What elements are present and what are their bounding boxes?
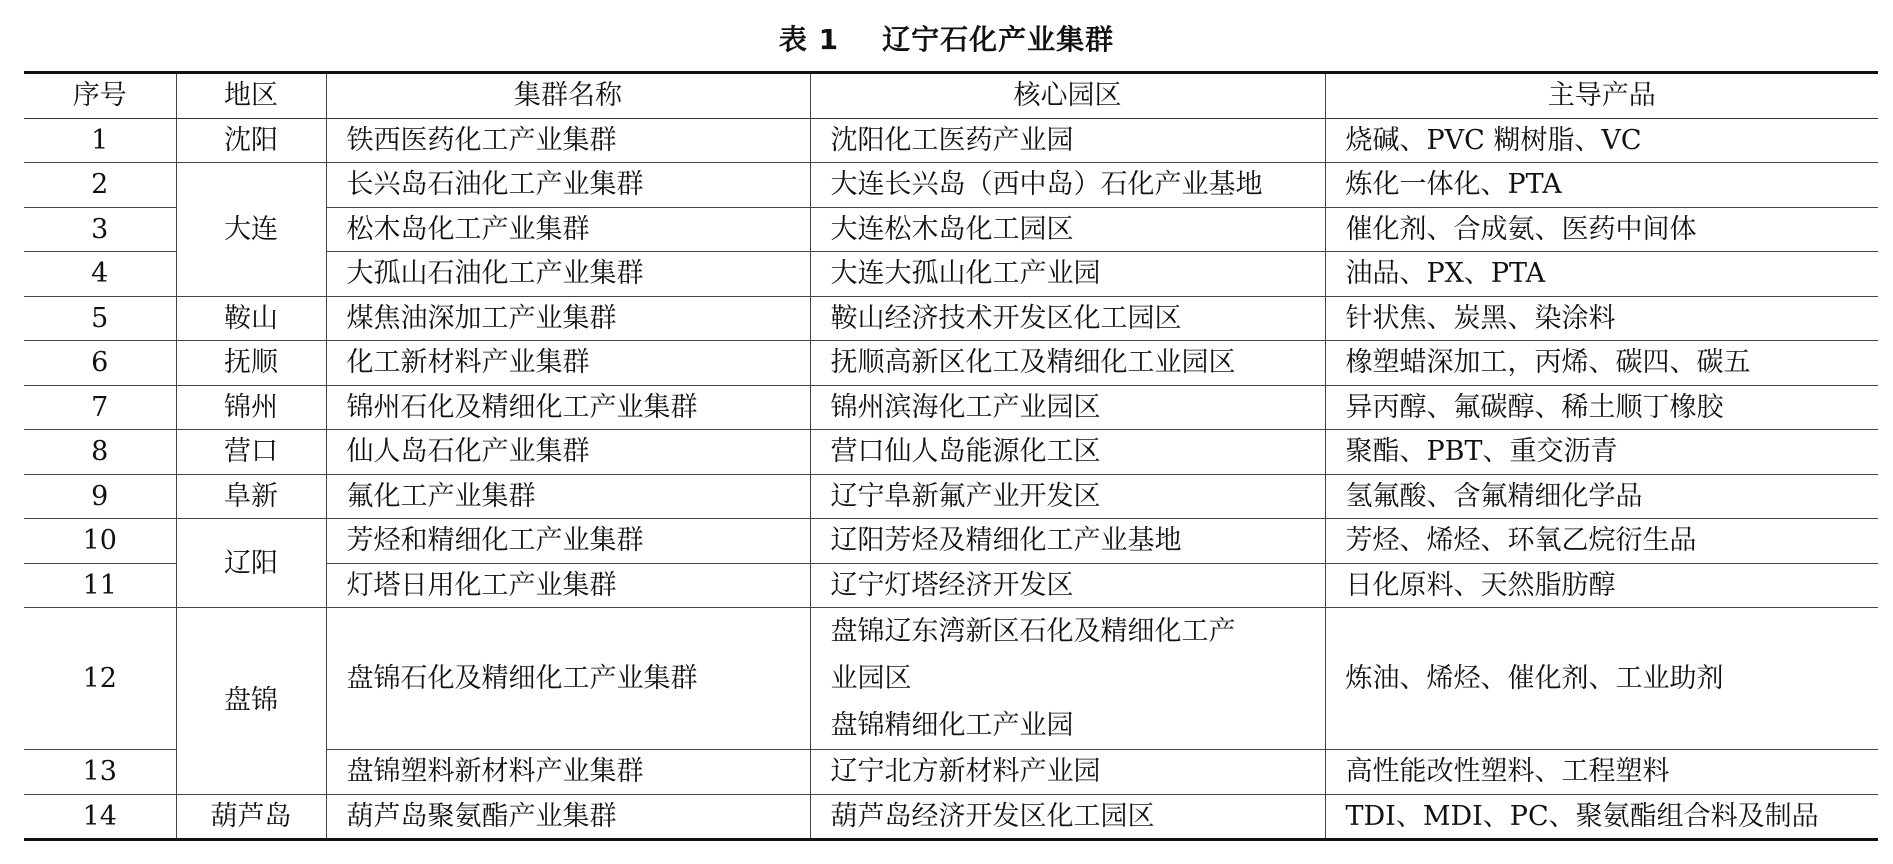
core-park: 大连大孤山化工产业园	[810, 252, 1325, 297]
core-park: 辽宁阜新氟产业开发区	[810, 474, 1325, 519]
row-number: 1	[24, 118, 176, 163]
core-park: 鞍山经济技术开发区化工园区	[810, 296, 1325, 341]
row-number: 7	[24, 385, 176, 430]
region-cell: 锦州	[176, 385, 326, 430]
header-park: 核心园区	[810, 73, 1325, 119]
cluster-name: 灯塔日用化工产业集群	[326, 563, 810, 608]
cluster-name: 煤焦油深加工产业集群	[326, 296, 810, 341]
cluster-name: 松木岛化工产业集群	[326, 207, 810, 252]
cluster-name: 大孤山石油化工产业集群	[326, 252, 810, 297]
leading-products: 油品、PX、PTA	[1325, 252, 1878, 297]
row-number: 9	[24, 474, 176, 519]
cluster-name: 葫芦岛聚氨酯产业集群	[326, 794, 810, 840]
core-park: 辽宁灯塔经济开发区	[810, 563, 1325, 608]
table-row	[24, 163, 1878, 208]
table-row	[24, 608, 1878, 750]
region-cell: 鞍山	[176, 296, 326, 341]
region-cell: 盘锦	[176, 608, 326, 795]
leading-products: 异丙醇、氟碳醇、稀土顺丁橡胶	[1325, 385, 1878, 430]
cluster-name: 芳烃和精细化工产业集群	[326, 519, 810, 564]
table-row	[24, 385, 1878, 430]
core-park-line: 盘锦辽东湾新区石化及精细化工产	[830, 616, 1236, 647]
leading-products: 橡塑蜡深加工，丙烯、碳四、碳五	[1325, 341, 1878, 386]
core-park	[810, 608, 1325, 750]
row-number: 3	[24, 207, 176, 252]
table-caption: 表 1 辽宁石化产业集群	[778, 23, 1115, 56]
cluster-name: 长兴岛石油化工产业集群	[326, 163, 810, 208]
row-number: 2	[24, 163, 176, 208]
region-cell: 沈阳	[176, 118, 326, 163]
row-number: 14	[24, 794, 176, 840]
table-row	[24, 296, 1878, 341]
header-row	[24, 73, 1878, 119]
row-number: 4	[24, 252, 176, 297]
cluster-name: 盘锦石化及精细化工产业集群	[326, 608, 810, 750]
cluster-name: 化工新材料产业集群	[326, 341, 810, 386]
table-row	[24, 118, 1878, 163]
leading-products: 氢氟酸、含氟精细化学品	[1325, 474, 1878, 519]
row-number: 12	[24, 608, 176, 750]
core-park: 辽阳芳烃及精细化工产业基地	[810, 519, 1325, 564]
header-product: 主导产品	[1325, 73, 1878, 119]
row-number: 10	[24, 519, 176, 564]
core-park: 葫芦岛经济开发区化工园区	[810, 794, 1325, 840]
table-row	[24, 341, 1878, 386]
core-park-line: 业园区	[830, 663, 912, 694]
core-park: 抚顺高新区化工及精细化工业园区	[810, 341, 1325, 386]
region-cell: 阜新	[176, 474, 326, 519]
leading-products: 烧碱、PVC 糊树脂、VC	[1325, 118, 1878, 163]
core-park: 辽宁北方新材料产业园	[810, 750, 1325, 795]
table-row	[24, 430, 1878, 475]
cluster-name: 锦州石化及精细化工产业集群	[326, 385, 810, 430]
row-number: 6	[24, 341, 176, 386]
region-cell: 葫芦岛	[176, 794, 326, 840]
leading-products: 炼化一体化、PTA	[1325, 163, 1878, 208]
cluster-name: 仙人岛石化产业集群	[326, 430, 810, 475]
leading-products: TDI、MDI、PC、聚氨酯组合料及制品	[1325, 794, 1878, 840]
header-cluster: 集群名称	[326, 73, 810, 119]
leading-products: 日化原料、天然脂肪醇	[1325, 563, 1878, 608]
leading-products: 聚酯、PBT、重交沥青	[1325, 430, 1878, 475]
core-park: 营口仙人岛能源化工区	[810, 430, 1325, 475]
header-no: 序号	[24, 73, 176, 119]
core-park-line: 盘锦精细化工产业园	[830, 710, 1074, 741]
row-number: 11	[24, 563, 176, 608]
table-row	[24, 794, 1878, 840]
petrochemical-cluster-table	[24, 71, 1878, 841]
leading-products: 高性能改性塑料、工程塑料	[1325, 750, 1878, 795]
leading-products: 催化剂、合成氨、医药中间体	[1325, 207, 1878, 252]
cluster-name: 铁西医药化工产业集群	[326, 118, 810, 163]
row-number: 5	[24, 296, 176, 341]
core-park: 大连松木岛化工园区	[810, 207, 1325, 252]
table-row	[24, 474, 1878, 519]
region-cell: 抚顺	[176, 341, 326, 386]
core-park: 沈阳化工医药产业园	[810, 118, 1325, 163]
cluster-name: 氟化工产业集群	[326, 474, 810, 519]
region-cell: 营口	[176, 430, 326, 475]
leading-products: 炼油、烯烃、催化剂、工业助剂	[1325, 608, 1878, 750]
region-cell: 辽阳	[176, 519, 326, 608]
leading-products: 芳烃、烯烃、环氧乙烷衍生品	[1325, 519, 1878, 564]
region-cell: 大连	[176, 163, 326, 297]
header-region: 地区	[176, 73, 326, 119]
cluster-name: 盘锦塑料新材料产业集群	[326, 750, 810, 795]
table-row	[24, 519, 1878, 564]
core-park: 大连长兴岛（西中岛）石化产业基地	[810, 163, 1325, 208]
row-number: 13	[24, 750, 176, 795]
core-park: 锦州滨海化工产业园区	[810, 385, 1325, 430]
leading-products: 针状焦、炭黑、染涂料	[1325, 296, 1878, 341]
row-number: 8	[24, 430, 176, 475]
